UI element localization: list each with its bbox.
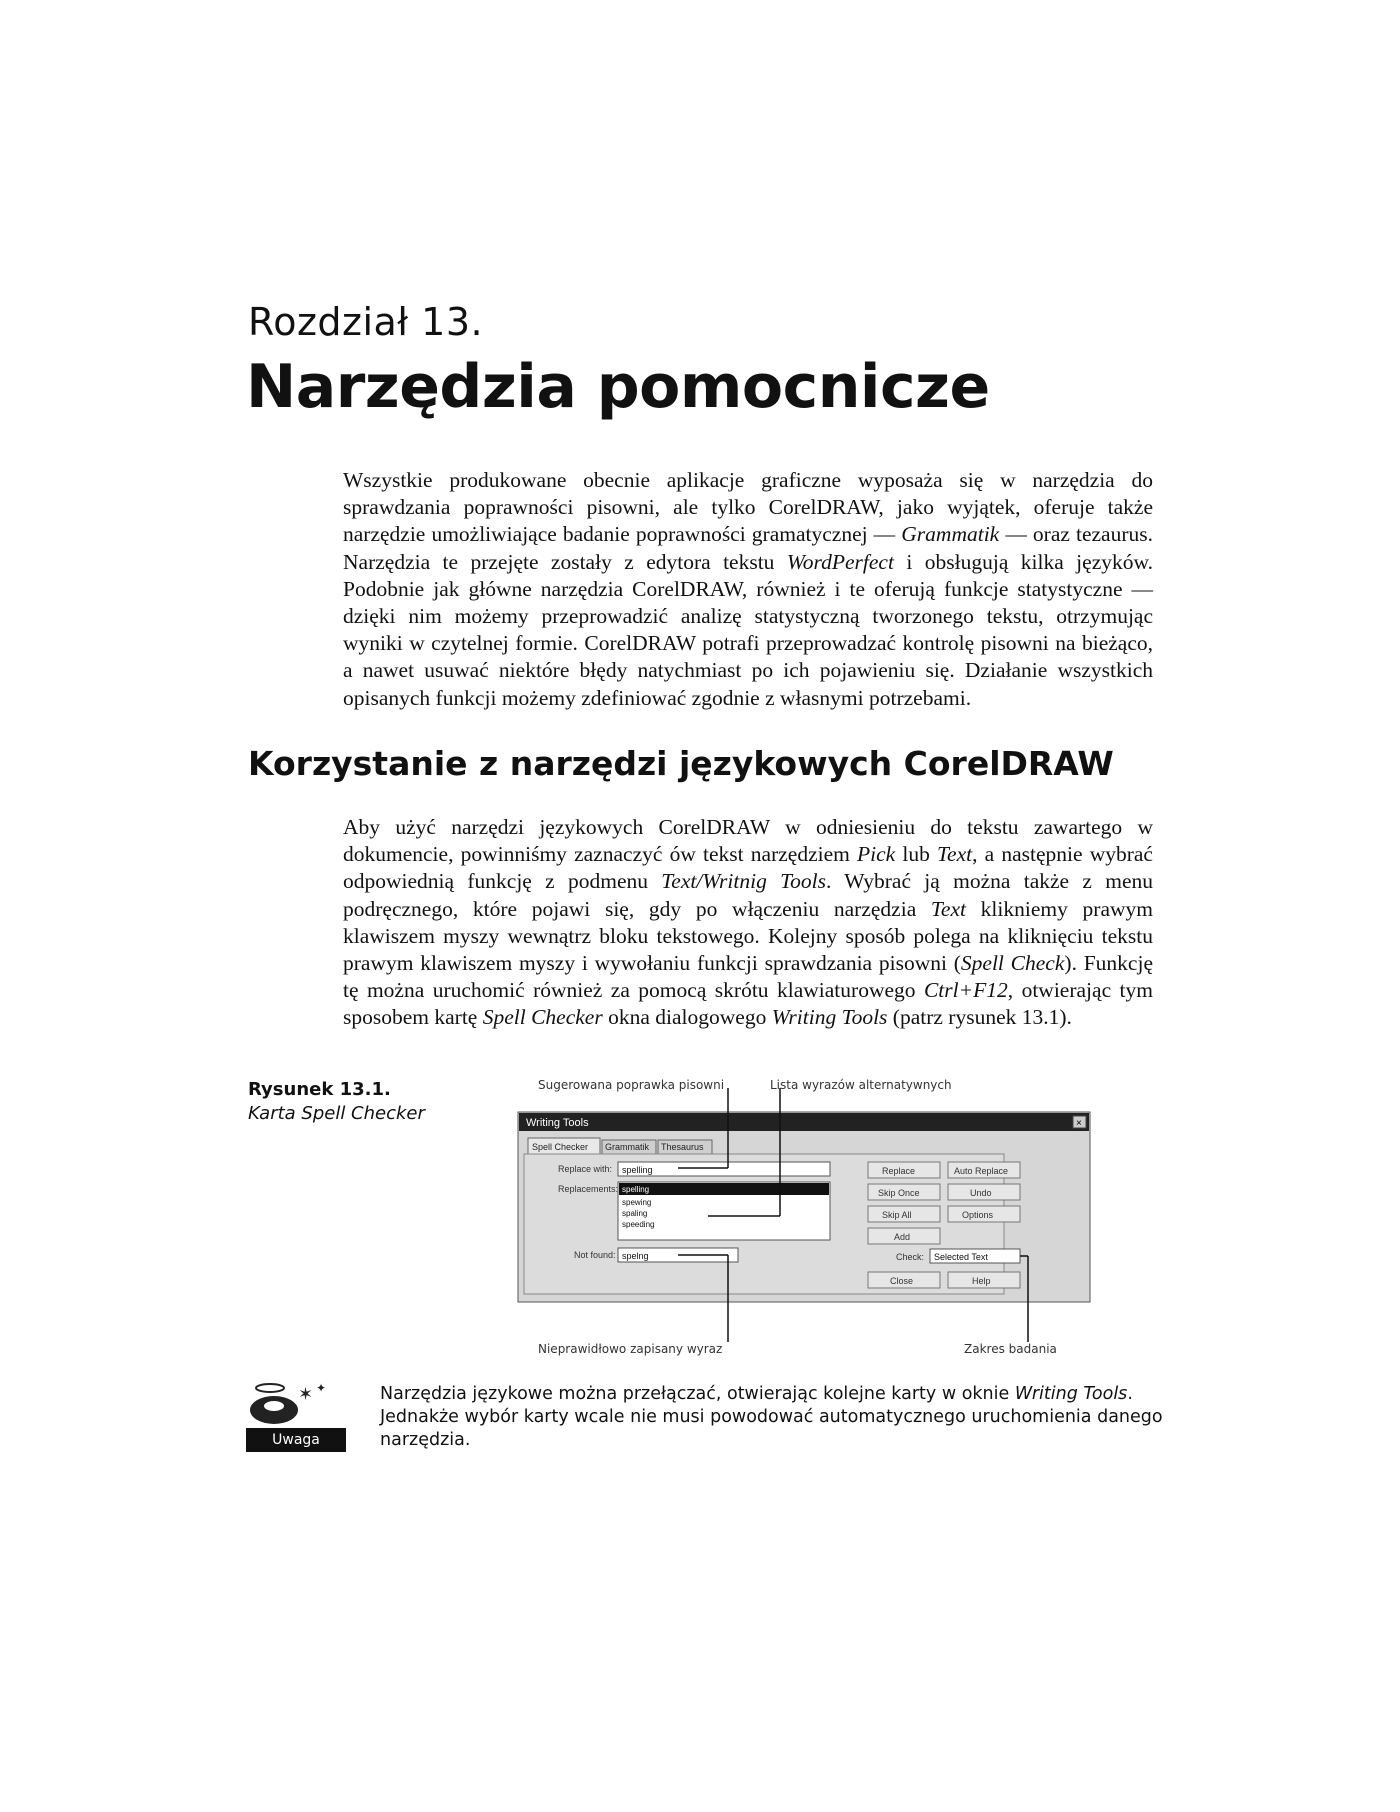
intro-text: i obsługują kilka języków. Podobnie jak główne narzędzia CorelDRAW, również i te oferują funkcje statystyczne — dzięki nim możemy przeprowadzić analizę statystyczną tworzonego tekstu, otrzymując wyniki w czytelnej formie. CorelDRAW potrafi przeprowadzać kontrolę pisowni na bieżąco, a nawet usuwać niektóre błędy natychmiast po ich pojawieniu się. Działanie wszystkich opisanych funkcji możemy zdefiniować zgodnie z własnymi potrzebami. xyxy=(343,549,1154,710)
options-button-label: Options xyxy=(962,1210,994,1220)
replace-with-value: spelling xyxy=(622,1165,653,1175)
section-paragraph xyxy=(343,814,1153,1032)
note-icon-label: Uwaga xyxy=(246,1428,346,1452)
chapter-title: Narzędzia pomocnicze xyxy=(246,352,990,422)
submenu-term: Text/Writnig Tools xyxy=(661,869,826,894)
skip-once-button-label: Skip Once xyxy=(878,1188,920,1198)
tab-spell-checker-label: Spell Checker xyxy=(532,1142,589,1152)
replacement-item: spewing xyxy=(622,1198,652,1207)
pick-term: Pick xyxy=(857,842,896,867)
note-icon xyxy=(246,1380,346,1452)
undo-button-label: Undo xyxy=(970,1188,992,1198)
text-term: Text xyxy=(937,842,973,867)
section-text: , otwierając tym sposobem kartę xyxy=(343,978,1153,1030)
figure-number: Rysunek 13.1. xyxy=(248,1079,391,1100)
spellcheck-term: Spell Check xyxy=(960,951,1065,976)
add-button-label: Add xyxy=(894,1232,911,1242)
close-glyph: × xyxy=(1076,1118,1082,1129)
wordperfect-term: WordPerfect xyxy=(786,549,894,574)
writingtools-term: Writing Tools xyxy=(771,1005,888,1030)
svg-text:✶: ✶ xyxy=(298,1384,314,1405)
svg-text:✦: ✦ xyxy=(316,1381,327,1395)
check-dropdown-value: Selected Text xyxy=(934,1252,988,1262)
dialog-screenshot xyxy=(518,1102,1090,1352)
not-found-label: Not found: xyxy=(574,1250,616,1260)
replace-button-label: Replace xyxy=(882,1166,916,1176)
spellchecker-term: Spell Checker xyxy=(482,1005,603,1030)
section-text: . Wybrać ją można także z menu podręcznego, które pojawi się, gdy po włączeniu narzędzia xyxy=(343,869,1153,921)
text-term: Text xyxy=(930,896,966,921)
chapter-label: Rozdział 13. xyxy=(248,300,484,344)
intro-text: — oraz tezaurus. Narzędzia te przejęte zostały z edytora tekstu xyxy=(343,522,1153,574)
auto-replace-button-label: Auto Replace xyxy=(954,1166,1009,1176)
figure-title: Karta Spell Checker xyxy=(248,1103,425,1124)
section-text: lub xyxy=(895,842,938,867)
figure-spell-checker xyxy=(518,1078,1090,1356)
tab-thesaurus-label: Thesaurus xyxy=(661,1142,704,1152)
tab-grammatik-label: Grammatik xyxy=(605,1142,650,1152)
shortcut-term: Ctrl+F12 xyxy=(923,978,1008,1003)
section-text: (patrz rysunek 13.1). xyxy=(887,1005,1072,1030)
callout-misspelled-word: Nieprawidłowo zapisany wyraz xyxy=(538,1342,723,1356)
note-text-part: . Jednakże wybór karty wcale nie musi powodować automatycznego uruchomienia danego narzędzia. xyxy=(380,1384,1163,1450)
section-text: okna dialogowego xyxy=(602,1005,772,1030)
section-text: Aby użyć narzędzi językowych CorelDRAW w odniesieniu do tekstu zawartego w dokumencie, powinniśmy zaznaczyć ów tekst narzędziem xyxy=(343,815,1153,867)
note-pictogram-icon xyxy=(246,1380,346,1430)
section-text: klikniemy prawym klawiszem myszy wewnątrz bloku tekstowego. Kolejny sposób polega na kliknięciu tekstu prawym klawiszem myszy i wywołaniu funkcji sprawdzania pisowni ( xyxy=(343,896,1153,976)
check-label: Check: xyxy=(896,1252,925,1262)
grammatik-term: Grammatik xyxy=(901,522,1000,547)
dialog-title: Writing Tools xyxy=(526,1117,589,1129)
help-button-label: Help xyxy=(972,1276,991,1286)
replacements-label: Replacements: xyxy=(558,1184,619,1194)
figure-caption xyxy=(248,1078,425,1126)
not-found-value: spelng xyxy=(622,1251,649,1261)
section-text: , a następnie wybrać odpowiednią funkcję z podmenu xyxy=(343,842,1153,894)
callout-alternatives-list: Lista wyrazów alternatywnych xyxy=(770,1078,952,1092)
writingtools-term: Writing Tools xyxy=(1014,1384,1128,1404)
replacement-item: speeding xyxy=(622,1220,655,1229)
replacement-item: spaling xyxy=(622,1209,648,1218)
replace-with-label: Replace with: xyxy=(558,1164,613,1174)
intro-text: Wszystkie produkowane obecnie aplikacje graficzne wyposaża się w narzędzia do sprawdzania poprawności pisowni, ale tylko CorelDRAW, jako wyjątek, oferuje także narzędzie umożliwiające badanie poprawności gramatycznej — xyxy=(343,468,1153,547)
close-button-label: Close xyxy=(890,1276,914,1286)
replacement-item: spelling xyxy=(622,1185,650,1194)
section-text: ). Funkcję tę można uruchomić również za pomocą skrótu klawiaturowego xyxy=(343,951,1153,1003)
intro-paragraph xyxy=(343,467,1153,712)
section-heading: Korzystanie z narzędzi językowych CorelDRAW xyxy=(248,744,1114,783)
replacements-selected-row xyxy=(619,1183,829,1195)
skip-all-button-label: Skip All xyxy=(882,1210,912,1220)
callout-check-scope: Zakres badania xyxy=(964,1342,1057,1356)
callout-suggested-correction: Sugerowana poprawka pisowni xyxy=(538,1078,725,1092)
note-text-part: Narzędzia językowe można przełączać, otwierając kolejne karty w oknie xyxy=(380,1384,1015,1404)
note-text xyxy=(380,1383,1170,1452)
dialog-titlebar xyxy=(519,1113,1089,1131)
